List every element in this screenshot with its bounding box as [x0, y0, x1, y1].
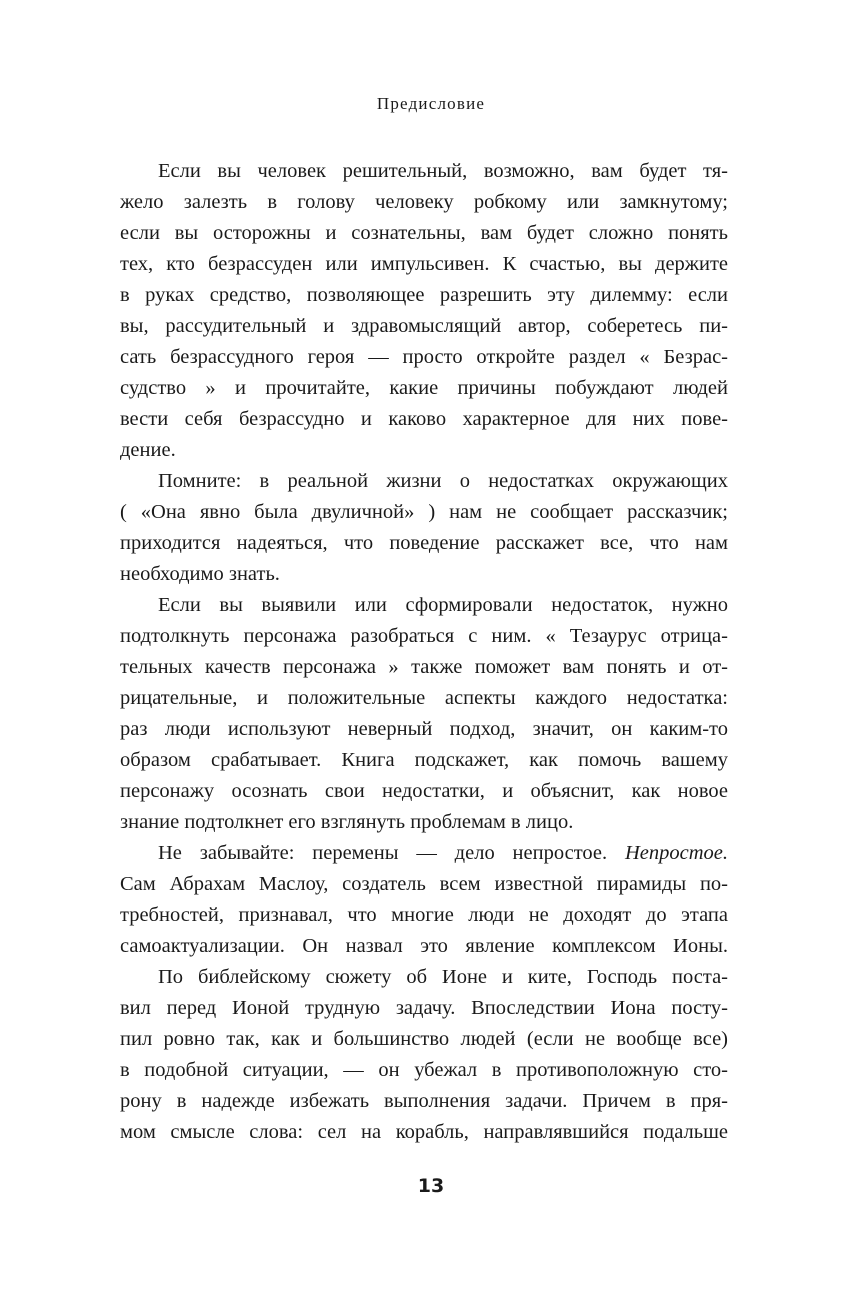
text-line-content: мом смысле слова: сел на корабль, направлявшийся подальше	[120, 1121, 728, 1143]
paragraph	[120, 590, 728, 838]
text-line-content: Не забывайте: перемены — дело непростое.	[158, 842, 608, 864]
text-line	[120, 993, 728, 1024]
text-line-content: образом срабатывает. Книга подскажет, как помочь вашему	[120, 749, 728, 771]
text-line	[120, 373, 728, 404]
text-line-content: Если вы человек решительный, возможно, вам будет тя-	[158, 160, 728, 182]
text-line	[120, 1086, 728, 1117]
text-line	[120, 249, 728, 280]
text-line-content: Сам Абрахам Маслоу, создатель всем известной пирамиды по-	[120, 873, 728, 895]
text-line	[120, 807, 728, 838]
text-line	[120, 776, 728, 807]
text-line	[120, 900, 728, 931]
paragraph	[120, 156, 728, 466]
text-line	[120, 280, 728, 311]
text-line-content: самоактуализации. Он назвал это явление комплексом Ионы.	[120, 935, 728, 957]
text-line-content: тельных качеств персонажа » также поможет вам понять и от-	[120, 656, 728, 678]
text-line-content: вы, рассудительный и здравомыслящий автор, соберетесь пи-	[120, 315, 728, 337]
text-line	[120, 590, 728, 621]
text-line-content: раз люди используют неверный подход, значит, он каким-то	[120, 718, 728, 740]
text-line	[120, 187, 728, 218]
text-line	[120, 1024, 728, 1055]
text-line-content: Помните: в реальной жизни о недостатках окружающих	[158, 470, 728, 492]
body-text	[120, 156, 728, 1148]
text-line-content: ( «Она явно была двуличной» ) нам не сообщает рассказчик;	[120, 501, 728, 523]
text-line	[120, 962, 728, 993]
text-line	[120, 466, 728, 497]
paragraph	[120, 962, 728, 1148]
text-line-content: Если вы выявили или сформировали недостаток, нужно	[158, 594, 728, 616]
text-line	[120, 869, 728, 900]
text-line-content: вести себя безрассудно и каково характерное для них пове-	[120, 408, 728, 430]
text-line-content: требностей, признавал, что многие люди не доходят до этапа	[120, 904, 728, 926]
text-line	[120, 311, 728, 342]
text-line	[120, 838, 728, 869]
text-line	[120, 683, 728, 714]
text-line	[120, 435, 728, 466]
paragraph	[120, 466, 728, 590]
text-line	[120, 528, 728, 559]
text-line-content: персонажу осознать свои недостатки, и объяснит, как новое	[120, 780, 728, 802]
text-line-content: в подобной ситуации, — он убежал в противоположную сто-	[120, 1059, 728, 1081]
page-number: 13	[417, 1175, 445, 1197]
text-line-content: вил перед Ионой трудную задачу. Впоследствии Иона посту-	[120, 997, 728, 1019]
text-line	[120, 652, 728, 683]
text-line	[120, 404, 728, 435]
italic-emphasis: Непростое.	[624, 842, 728, 864]
text-line-content: рону в надежде избежать выполнения задачи. Причем в пря-	[120, 1090, 728, 1112]
text-line-content: сать безрассудного героя — просто откройте раздел « Безрас-	[120, 346, 728, 368]
text-line	[120, 156, 728, 187]
text-line-content: подтолкнуть персонажа разобраться с ним. « Тезаурус отрица-	[120, 625, 728, 647]
text-line-content: рицательные, и положительные аспекты каждого недостатка:	[120, 687, 728, 709]
text-line	[120, 714, 728, 745]
text-line-content: По библейскому сюжету об Ионе и ките, Господь поста-	[158, 966, 728, 988]
text-line	[120, 497, 728, 528]
text-line	[120, 931, 728, 962]
text-line	[120, 218, 728, 249]
running-head: Предисловие	[376, 94, 486, 113]
text-line-content: в руках средство, позволяющее разрешить эту дилемму: если	[120, 284, 728, 306]
text-line	[120, 621, 728, 652]
text-line-content: судство » и прочитайте, какие причины побуждают людей	[120, 377, 728, 399]
text-line-content: если вы осторожны и сознательны, вам будет сложно понять	[120, 222, 728, 244]
paragraph	[120, 838, 728, 962]
text-line	[120, 745, 728, 776]
text-line-content: жело залезть в голову человеку робкому или замкнутому;	[120, 191, 728, 213]
text-line	[120, 1117, 728, 1148]
text-line-content: дение.	[120, 439, 176, 461]
text-line-content: тех, кто безрассуден или импульсивен. К счастью, вы держите	[120, 253, 728, 275]
text-line-content: приходится надеяться, что поведение расскажет все, что нам	[120, 532, 728, 554]
text-line-content: необходимо знать.	[120, 563, 280, 585]
text-line-content: пил ровно так, как и большинство людей (если не вообще все)	[120, 1028, 728, 1050]
text-line	[120, 342, 728, 373]
text-line-content: знание подтолкнет его взглянуть проблемам в лицо.	[120, 811, 574, 833]
text-line	[120, 1055, 728, 1086]
text-line	[120, 559, 728, 590]
